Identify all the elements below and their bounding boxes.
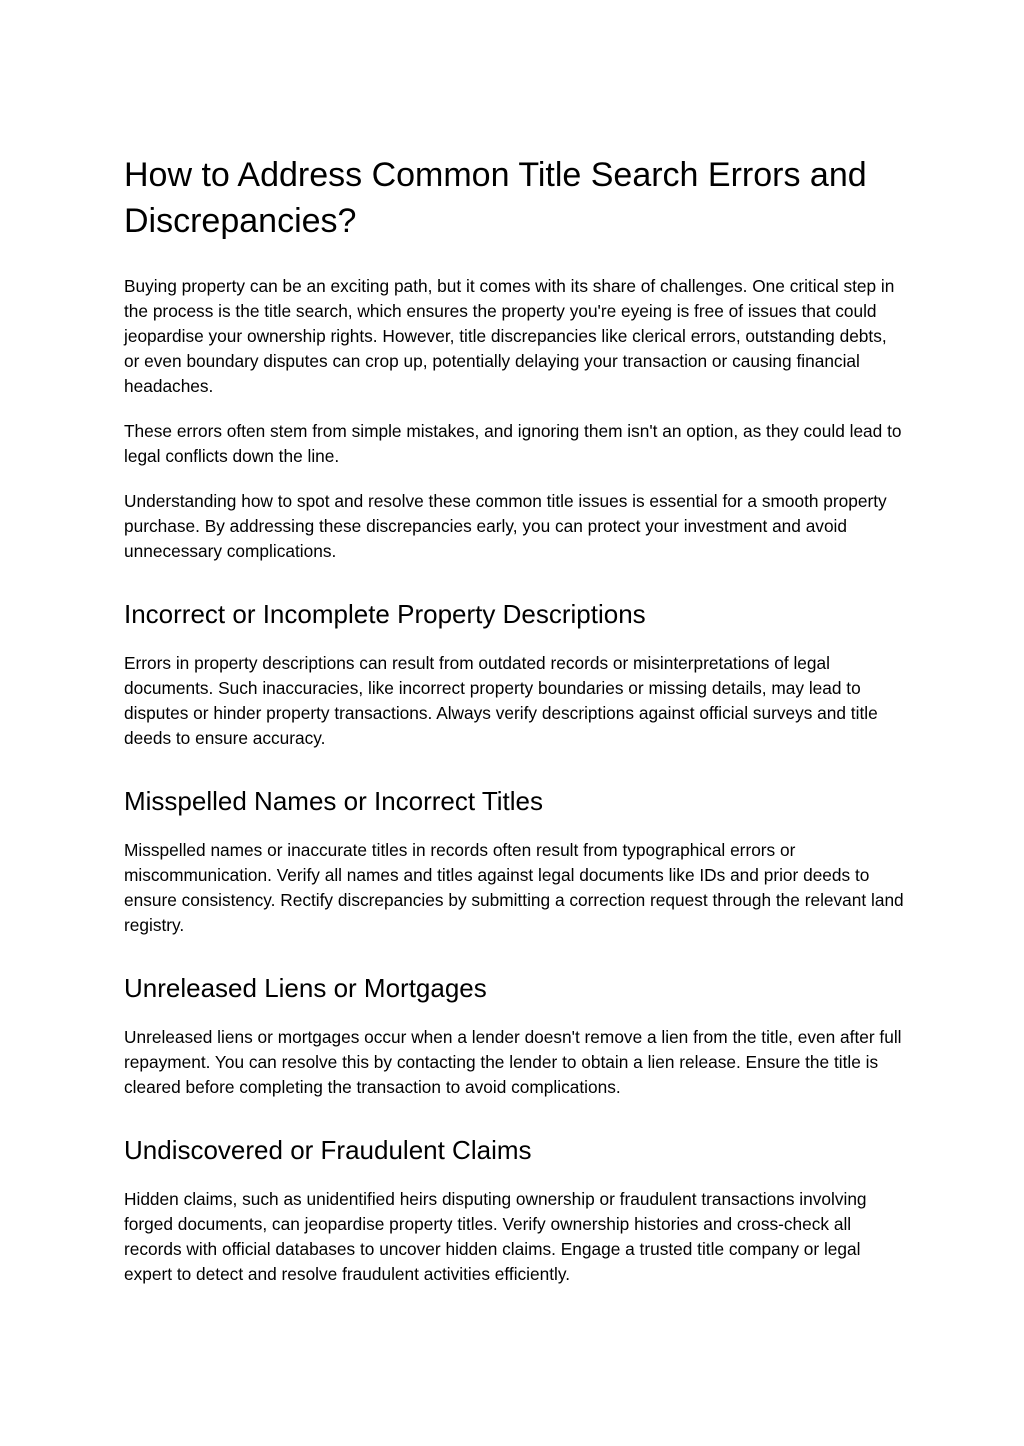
section-heading: Incorrect or Incomplete Property Descriptions	[124, 599, 646, 629]
section-body: Hidden claims, such as unidentified heirs disputing ownership or fraudulent transactions involving forged documents, can jeopardise property titles. Verify ownership histories and cross-check all records with official databases to uncover hidden claims. Engage a trusted title company or legal expert to detect and resolve fraudulent activities efficiently.	[124, 1189, 867, 1284]
section-body: Errors in property descriptions can result from outdated records or misinterpretations of legal documents. Such inaccuracies, like incorrect property boundaries or missing details, may lead to disputes or hinder property transactions. Always verify descriptions against official surveys and title deeds to ensure accuracy.	[124, 653, 878, 748]
section-heading: Undiscovered or Fraudulent Claims	[124, 1135, 532, 1165]
section-misspelled-names	[124, 785, 904, 938]
document-page	[124, 152, 904, 1287]
intro-paragraph-3: Understanding how to spot and resolve these common title issues is essential for a smooth property purchase. By addressing these discrepancies early, you can protect your investment and avoid unnecessary complications.	[124, 491, 887, 561]
section-heading: Misspelled Names or Incorrect Titles	[124, 786, 544, 816]
intro-paragraph-1: Buying property can be an exciting path, but it comes with its share of challenges. One critical step in the process is the title search, which ensures the property you're eyeing is free of issues that could jeopardise your ownership rights. However, title discrepancies like clerical errors, outstanding debts, or even boundary disputes can crop up, potentially delaying your transaction or causing financial headaches.	[124, 276, 895, 396]
section-unreleased-liens	[124, 972, 904, 1100]
document-title: How to Address Common Title Search Errors and Discrepancies?	[124, 156, 867, 240]
section-body: Misspelled names or inaccurate titles in records often result from typographical errors or miscommunication. Verify all names and titles against legal documents like IDs and prior deeds to ensure consistency. Rectify discrepancies by submitting a correction request through the relevant land registry.	[124, 840, 904, 935]
intro-section	[124, 274, 904, 564]
section-heading: Unreleased Liens or Mortgages	[124, 973, 487, 1003]
intro-paragraph-2: These errors often stem from simple mistakes, and ignoring them isn't an option, as they could lead to legal conflicts down the line.	[124, 421, 902, 466]
section-body: Unreleased liens or mortgages occur when a lender doesn't remove a lien from the title, even after full repayment. You can resolve this by contacting the lender to obtain a lien release. Ensure the title is cleared before completing the transaction to avoid complications.	[124, 1027, 902, 1097]
section-property-descriptions	[124, 598, 904, 751]
section-fraudulent-claims	[124, 1134, 904, 1287]
